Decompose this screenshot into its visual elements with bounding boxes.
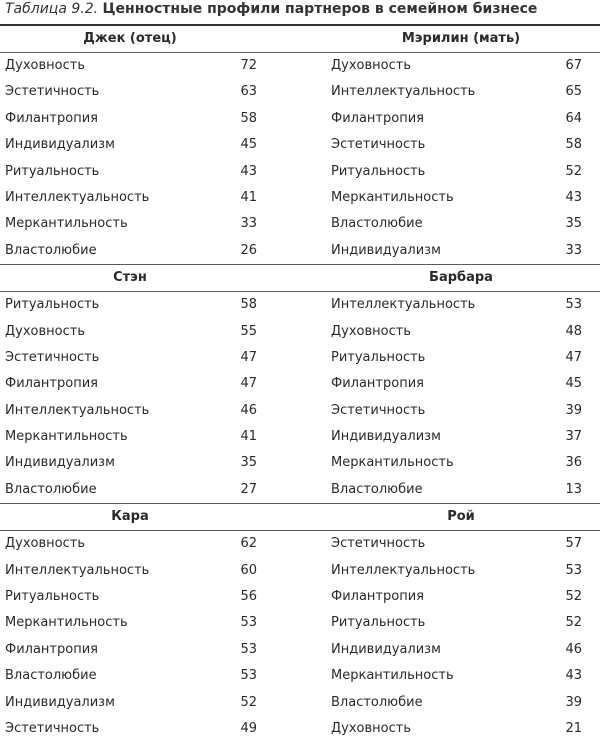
trait-label: Властолюбие — [331, 694, 423, 710]
trait-score: 72 — [240, 58, 257, 73]
trait-label: Эстетичность — [331, 402, 426, 418]
trait-label: Духовность — [5, 58, 85, 73]
trait-label: Меркантильность — [331, 455, 454, 471]
trait-label: Властолюбие — [331, 481, 423, 497]
table-row — [0, 663, 600, 689]
trait-label: Духовность — [5, 323, 85, 339]
table-row — [0, 690, 600, 716]
trait-label: Эстетичность — [5, 84, 100, 100]
trait-label: Меркантильность — [331, 668, 454, 684]
table-row — [0, 716, 600, 742]
trait-score: 45 — [565, 376, 582, 392]
trait-score: 58 — [565, 137, 582, 153]
table-row — [0, 53, 600, 79]
trait-score: 35 — [240, 455, 257, 471]
trait-label: Индивидуализм — [5, 455, 115, 471]
trait-label: Меркантильность — [5, 429, 128, 445]
trait-label: Ритуальность — [5, 589, 100, 605]
trait-label: Интеллектуальность — [5, 562, 150, 578]
table-row — [0, 424, 600, 450]
trait-score: 64 — [565, 110, 582, 126]
trait-label: Ритуальность — [5, 163, 100, 179]
trait-score: 67 — [565, 58, 582, 73]
trait-score: 52 — [240, 694, 257, 710]
trait-score: 55 — [240, 323, 257, 339]
table-number: Таблица 9.2. — [5, 1, 99, 17]
trait-label: Интеллектуальность — [5, 402, 150, 418]
table-row — [0, 345, 600, 371]
trait-score: 47 — [565, 349, 582, 365]
trait-label: Духовность — [331, 58, 411, 73]
table-row — [0, 450, 600, 476]
trait-score: 53 — [240, 615, 257, 631]
trait-score: 48 — [565, 323, 582, 339]
trait-score: 26 — [240, 242, 257, 258]
band-header — [0, 26, 600, 52]
trait-score: 41 — [240, 429, 257, 445]
trait-score: 39 — [565, 694, 582, 710]
trait-score: 27 — [240, 481, 257, 497]
trait-score: 56 — [240, 589, 257, 605]
trait-label: Интеллектуальность — [331, 84, 476, 100]
trait-score: 62 — [240, 536, 257, 552]
trait-label: Индивидуализм — [331, 641, 441, 657]
trait-label: Эстетичность — [5, 349, 100, 365]
trait-label: Духовность — [331, 323, 411, 339]
trait-score: 53 — [565, 297, 582, 313]
table-row — [0, 477, 600, 503]
trait-score: 35 — [565, 216, 582, 232]
table-row — [0, 584, 600, 610]
trait-label: Властолюбие — [5, 481, 97, 497]
band-header — [0, 504, 600, 530]
trait-label: Ритуальность — [331, 349, 426, 365]
trait-label: Ритуальность — [5, 297, 100, 313]
trait-score: 47 — [240, 349, 257, 365]
trait-label: Эстетичность — [331, 137, 426, 153]
table-row — [0, 531, 600, 557]
trait-score: 52 — [565, 615, 582, 631]
trait-score: 47 — [240, 376, 257, 392]
trait-label: Филантропия — [5, 376, 98, 392]
trait-label: Филантропия — [5, 641, 98, 657]
trait-score: 21 — [565, 720, 582, 736]
trait-label: Индивидуализм — [5, 694, 115, 710]
band-header — [0, 265, 600, 291]
trait-score: 43 — [240, 163, 257, 179]
trait-label: Ритуальность — [331, 615, 426, 631]
table-row — [0, 211, 600, 237]
trait-label: Филантропия — [5, 110, 98, 126]
person-name-right: Барбара — [429, 270, 493, 286]
trait-score: 43 — [565, 668, 582, 684]
trait-label: Интеллектуальность — [331, 562, 476, 578]
person-name-left: Джек (отец) — [83, 31, 177, 46]
trait-score: 46 — [565, 641, 582, 657]
table-title: Ценностные профили партнеров в семейном бизнесе — [102, 1, 538, 17]
table-row — [0, 371, 600, 397]
trait-score: 60 — [240, 562, 257, 578]
trait-score: 53 — [565, 562, 582, 578]
person-name-right: Рой — [447, 509, 475, 525]
trait-score: 36 — [565, 455, 582, 471]
table-row — [0, 319, 600, 345]
trait-score: 33 — [240, 216, 257, 232]
trait-score: 57 — [565, 536, 582, 552]
trait-score: 46 — [240, 402, 257, 418]
person-name-left: Стэн — [113, 270, 147, 286]
table-row — [0, 637, 600, 663]
trait-label: Меркантильность — [331, 189, 454, 205]
trait-score: 39 — [565, 402, 582, 418]
table-row — [0, 238, 600, 264]
trait-label: Меркантильность — [5, 615, 128, 631]
person-name-left: Кара — [111, 509, 149, 525]
trait-score: 49 — [240, 720, 257, 736]
trait-label: Индивидуализм — [5, 137, 115, 153]
trait-label: Властолюбие — [331, 216, 423, 232]
trait-score: 53 — [240, 641, 257, 657]
trait-label: Индивидуализм — [331, 242, 441, 258]
table-row — [0, 185, 600, 211]
table-row — [0, 132, 600, 158]
trait-score: 52 — [565, 163, 582, 179]
table-caption — [5, 0, 537, 20]
person-name-right: Мэрилин (мать) — [401, 31, 521, 46]
trait-label: Эстетичность — [5, 720, 100, 736]
trait-score: 13 — [565, 481, 582, 497]
trait-label: Эстетичность — [331, 536, 426, 552]
trait-score: 37 — [565, 429, 582, 445]
table-row — [0, 398, 600, 424]
table-row — [0, 106, 600, 132]
trait-score: 52 — [565, 589, 582, 605]
trait-label: Филантропия — [331, 110, 424, 126]
trait-label: Филантропия — [331, 376, 424, 392]
table-row — [0, 159, 600, 185]
trait-label: Интеллектуальность — [5, 189, 150, 205]
trait-label: Интеллектуальность — [331, 297, 476, 313]
table-row — [0, 79, 600, 105]
trait-label: Ритуальность — [331, 163, 426, 179]
trait-score: 63 — [240, 84, 257, 100]
trait-score: 43 — [565, 189, 582, 205]
trait-score: 53 — [240, 668, 257, 684]
trait-label: Филантропия — [331, 589, 424, 605]
trait-label: Властолюбие — [5, 242, 97, 258]
trait-score: 58 — [240, 297, 257, 313]
trait-score: 41 — [240, 189, 257, 205]
table-row — [0, 558, 600, 584]
trait-label: Духовность — [5, 536, 85, 552]
trait-label: Властолюбие — [5, 668, 97, 684]
trait-label: Духовность — [331, 720, 411, 736]
table-row — [0, 292, 600, 318]
trait-label: Меркантильность — [5, 216, 128, 232]
trait-label: Индивидуализм — [331, 429, 441, 445]
trait-score: 33 — [565, 242, 582, 258]
table-row — [0, 610, 600, 636]
trait-score: 58 — [240, 110, 257, 126]
trait-score: 65 — [565, 84, 582, 100]
value-profiles-table — [0, 24, 600, 742]
trait-score: 45 — [240, 137, 257, 153]
